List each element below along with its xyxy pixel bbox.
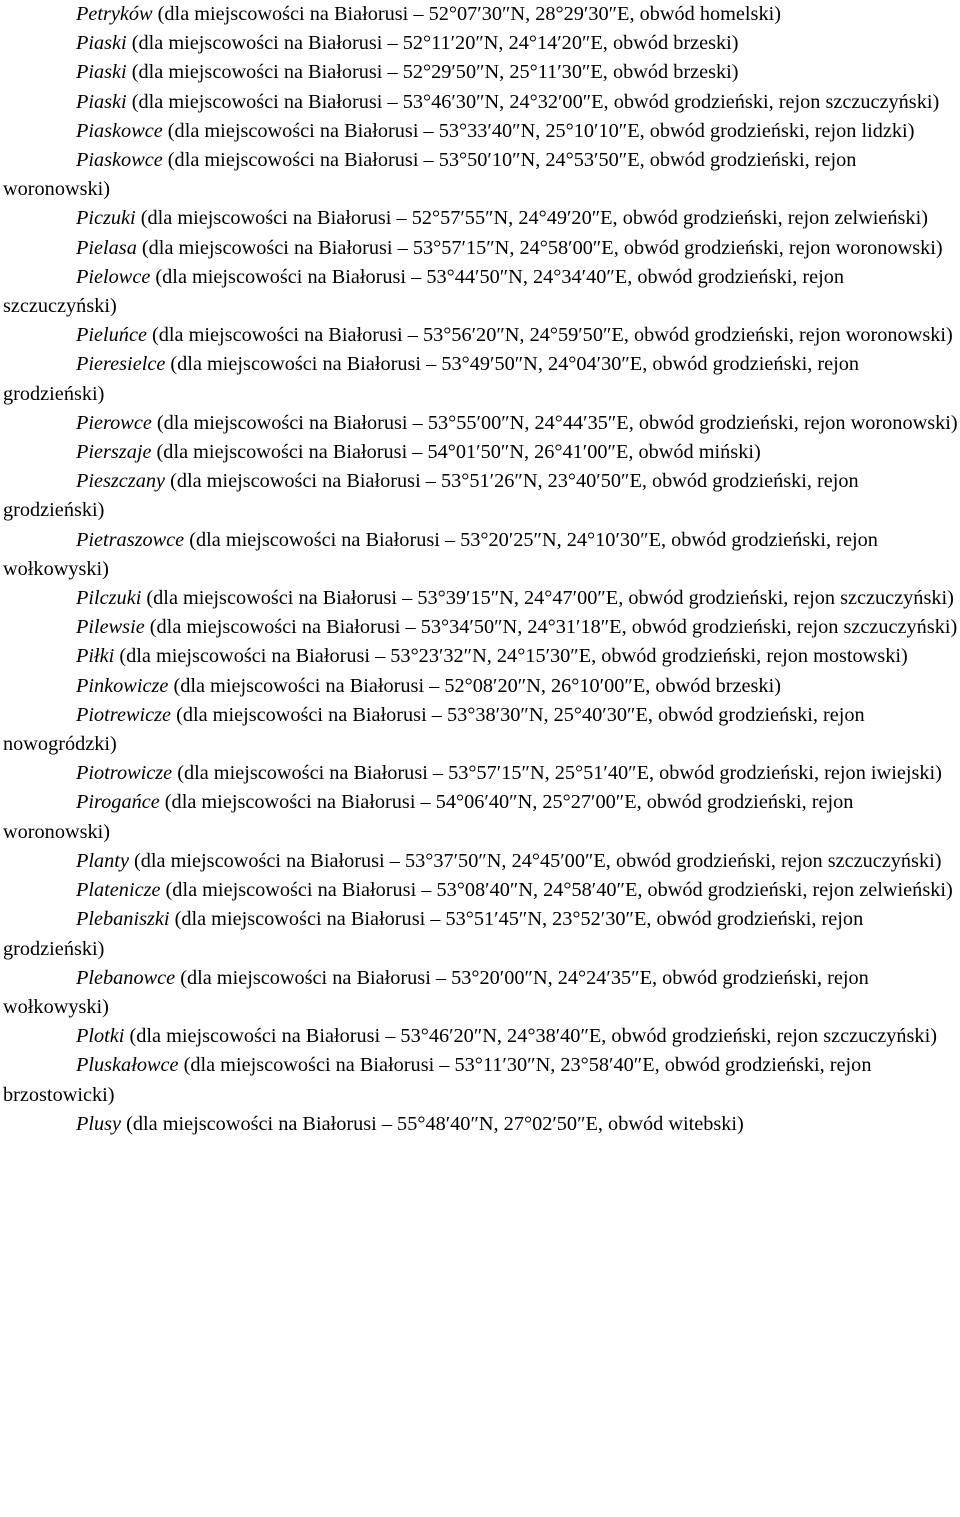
entry-name: Platenicze <box>76 879 161 902</box>
entry <box>3 321 958 350</box>
entry-name: Plotki <box>76 1025 125 1048</box>
entry <box>3 204 958 233</box>
entry-name: Piaskowce <box>76 149 163 172</box>
entry <box>3 1051 958 1109</box>
entry <box>3 29 958 58</box>
entry-name: Pielasa <box>76 236 137 259</box>
entry-description: (dla miejscowości na Białorusi – 53°33′40″N, 25°10′10″E, obwód grodzieński, rejon lidzki) <box>162 119 915 142</box>
entry-description: (dla miejscowości na Białorusi – 53°44′50″N, 24°34′40″E, obwód grodzieński, rejon szczuczyński) <box>3 265 845 318</box>
entry <box>3 964 958 1022</box>
entry <box>3 467 958 525</box>
entry-name: Piłki <box>76 645 115 668</box>
entry <box>3 613 958 642</box>
entry-description: (dla miejscowości na Białorusi – 54°06′40″N, 25°27′00″E, obwód grodzieński, rejon woronowski) <box>3 791 854 843</box>
entry <box>3 409 958 438</box>
entry-description: (dla miejscowości na Białorusi – 53°50′10″N, 24°53′50″E, obwód grodzieński, rejon woronowski) <box>3 149 857 201</box>
entry-name: Pieresielce <box>76 353 166 376</box>
entry-description: (dla miejscowości na Białorusi – 53°38′30″N, 25°40′30″E, obwód grodzieński, rejon nowogródzki) <box>3 703 865 756</box>
entry <box>3 672 958 701</box>
entry <box>3 642 958 671</box>
entry-description: (dla miejscowości na Białorusi – 52°08′20″N, 26°10′00″E, obwód brzeski) <box>168 674 781 697</box>
entry-description: (dla miejscowości na Białorusi – 54°01′50″N, 26°41′00″E, obwód miński) <box>151 441 761 464</box>
entry <box>3 438 958 467</box>
entry <box>3 701 958 759</box>
entry-description: (dla miejscowości na Białorusi – 53°46′30″N, 24°32′00″E, obwód grodzieński, rejon szczuczyński) <box>126 90 940 113</box>
entry-name: Plusy <box>76 1112 122 1135</box>
entry-name: Piczuki <box>76 207 136 230</box>
entry-description: (dla miejscowości na Białorusi – 53°23′32″N, 24°15′30″E, obwód grodzieński, rejon mostowski) <box>114 645 908 668</box>
entry <box>3 905 958 963</box>
entry <box>3 350 958 408</box>
entry-description: (dla miejscowości na Białorusi – 53°51′26″N, 23°40′50″E, obwód grodzieński, rejon grodzieński) <box>3 470 859 522</box>
entry-description: (dla miejscowości na Białorusi – 53°51′45″N, 23°52′30″E, obwód grodzieński, rejon grodzieński) <box>3 908 864 960</box>
entry-name: Piaski <box>76 32 127 55</box>
entry-name: Pinkowicze <box>76 674 169 697</box>
entry-name: Pilczuki <box>76 587 142 610</box>
entry <box>3 584 958 613</box>
entry-name: Pieluńce <box>76 324 147 347</box>
entry <box>3 1022 958 1051</box>
entry <box>3 58 958 87</box>
entry-name: Planty <box>76 849 129 872</box>
entry-description: (dla miejscowości na Białorusi – 53°46′20″N, 24°38′40″E, obwód grodzieński, rejon szczuczyński) <box>124 1025 937 1048</box>
entry-name: Piotrowicze <box>76 762 173 785</box>
entry-description: (dla miejscowości na Białorusi – 53°20′00″N, 24°24′35″E, obwód grodzieński, rejon wołkowyski) <box>3 966 869 1018</box>
entry-name: Plebaniszki <box>76 908 170 931</box>
entry <box>3 1110 958 1139</box>
entry <box>3 263 958 321</box>
entry <box>3 759 958 788</box>
entry-name: Piaski <box>76 90 127 113</box>
entry <box>3 847 958 876</box>
entry-description: (dla miejscowości na Białorusi – 53°39′15″N, 24°47′00″E, obwód grodzieński, rejon szczuczyński) <box>141 587 954 610</box>
entry-description: (dla miejscowości na Białorusi – 53°57′15″N, 25°51′40″E, obwód grodzieński, rejon iwiejski) <box>172 762 942 785</box>
entry-description: (dla miejscowości na Białorusi – 53°37′50″N, 24°45′00″E, obwód grodzieński, rejon szczuczyński) <box>128 849 942 872</box>
entry <box>3 88 958 117</box>
entry-description: (dla miejscowości na Białorusi – 53°56′20″N, 24°59′50″E, obwód grodzieński, rejon woronowski) <box>146 324 953 347</box>
entry-name: Pietraszowce <box>76 528 185 551</box>
entry-name: Piotrewicze <box>76 703 171 726</box>
entry-description: (dla miejscowości na Białorusi – 53°49′50″N, 24°04′30″E, obwód grodzieński, rejon grodzieński) <box>3 353 860 405</box>
entry-description: (dla miejscowości na Białorusi – 52°07′30″N, 28°29′30″E, obwód homelski) <box>152 3 781 25</box>
entry-description: (dla miejscowości na Białorusi – 53°57′15″N, 24°58′00″E, obwód grodzieński, rejon woronowski) <box>136 236 943 259</box>
entry-name: Pielowce <box>76 265 151 288</box>
entry-description: (dla miejscowości na Białorusi – 53°34′50″N, 24°31′18″E, obwód grodzieński, rejon szczuczyński) <box>144 616 958 639</box>
entry-description: (dla miejscowości na Białorusi – 53°20′25″N, 24°10′30″E, obwód grodzieński, rejon wołkowyski) <box>3 528 878 580</box>
entry <box>3 876 958 905</box>
entry-name: Pilewsie <box>76 616 145 639</box>
entry-description: (dla miejscowości na Białorusi – 53°08′40″N, 24°58′40″E, obwód grodzieński, rejon zelwieński) <box>160 879 953 902</box>
entry-name: Piaski <box>76 61 127 84</box>
entry <box>3 146 958 204</box>
entry-name: Petryków <box>76 3 153 25</box>
entry-name: Plebanowce <box>76 966 176 989</box>
entry-description: (dla miejscowości na Białorusi – 53°11′30″N, 23°58′40″E, obwód grodzieński, rejon brzostowicki) <box>3 1054 872 1106</box>
entry-description: (dla miejscowości na Białorusi – 52°29′50″N, 25°11′30″E, obwód brzeski) <box>126 61 739 84</box>
entry <box>3 0 958 29</box>
entry-description: (dla miejscowości na Białorusi – 52°11′20″N, 24°14′20″E, obwód brzeski) <box>126 32 739 55</box>
entry-description: (dla miejscowości na Białorusi – 53°55′00″N, 24°44′35″E, obwód grodzieński, rejon woronowski) <box>151 411 958 434</box>
entry <box>3 526 958 584</box>
entry <box>3 117 958 146</box>
entry-name: Pieszczany <box>76 470 165 493</box>
entry-name: Pierszaje <box>76 441 152 464</box>
entry-name: Pierowce <box>76 411 152 434</box>
entry-description: (dla miejscowości na Białorusi – 55°48′40″N, 27°02′50″E, obwód witebski) <box>121 1112 744 1135</box>
document-page <box>3 0 958 1139</box>
entry-name: Piaskowce <box>76 119 163 142</box>
entry <box>3 234 958 263</box>
entry-description: (dla miejscowości na Białorusi – 52°57′55″N, 24°49′20″E, obwód grodzieński, rejon zelwieński) <box>135 207 928 230</box>
entry <box>3 788 958 846</box>
entry-name: Pluskałowce <box>76 1054 179 1077</box>
entry-name: Pirogańce <box>76 791 160 814</box>
